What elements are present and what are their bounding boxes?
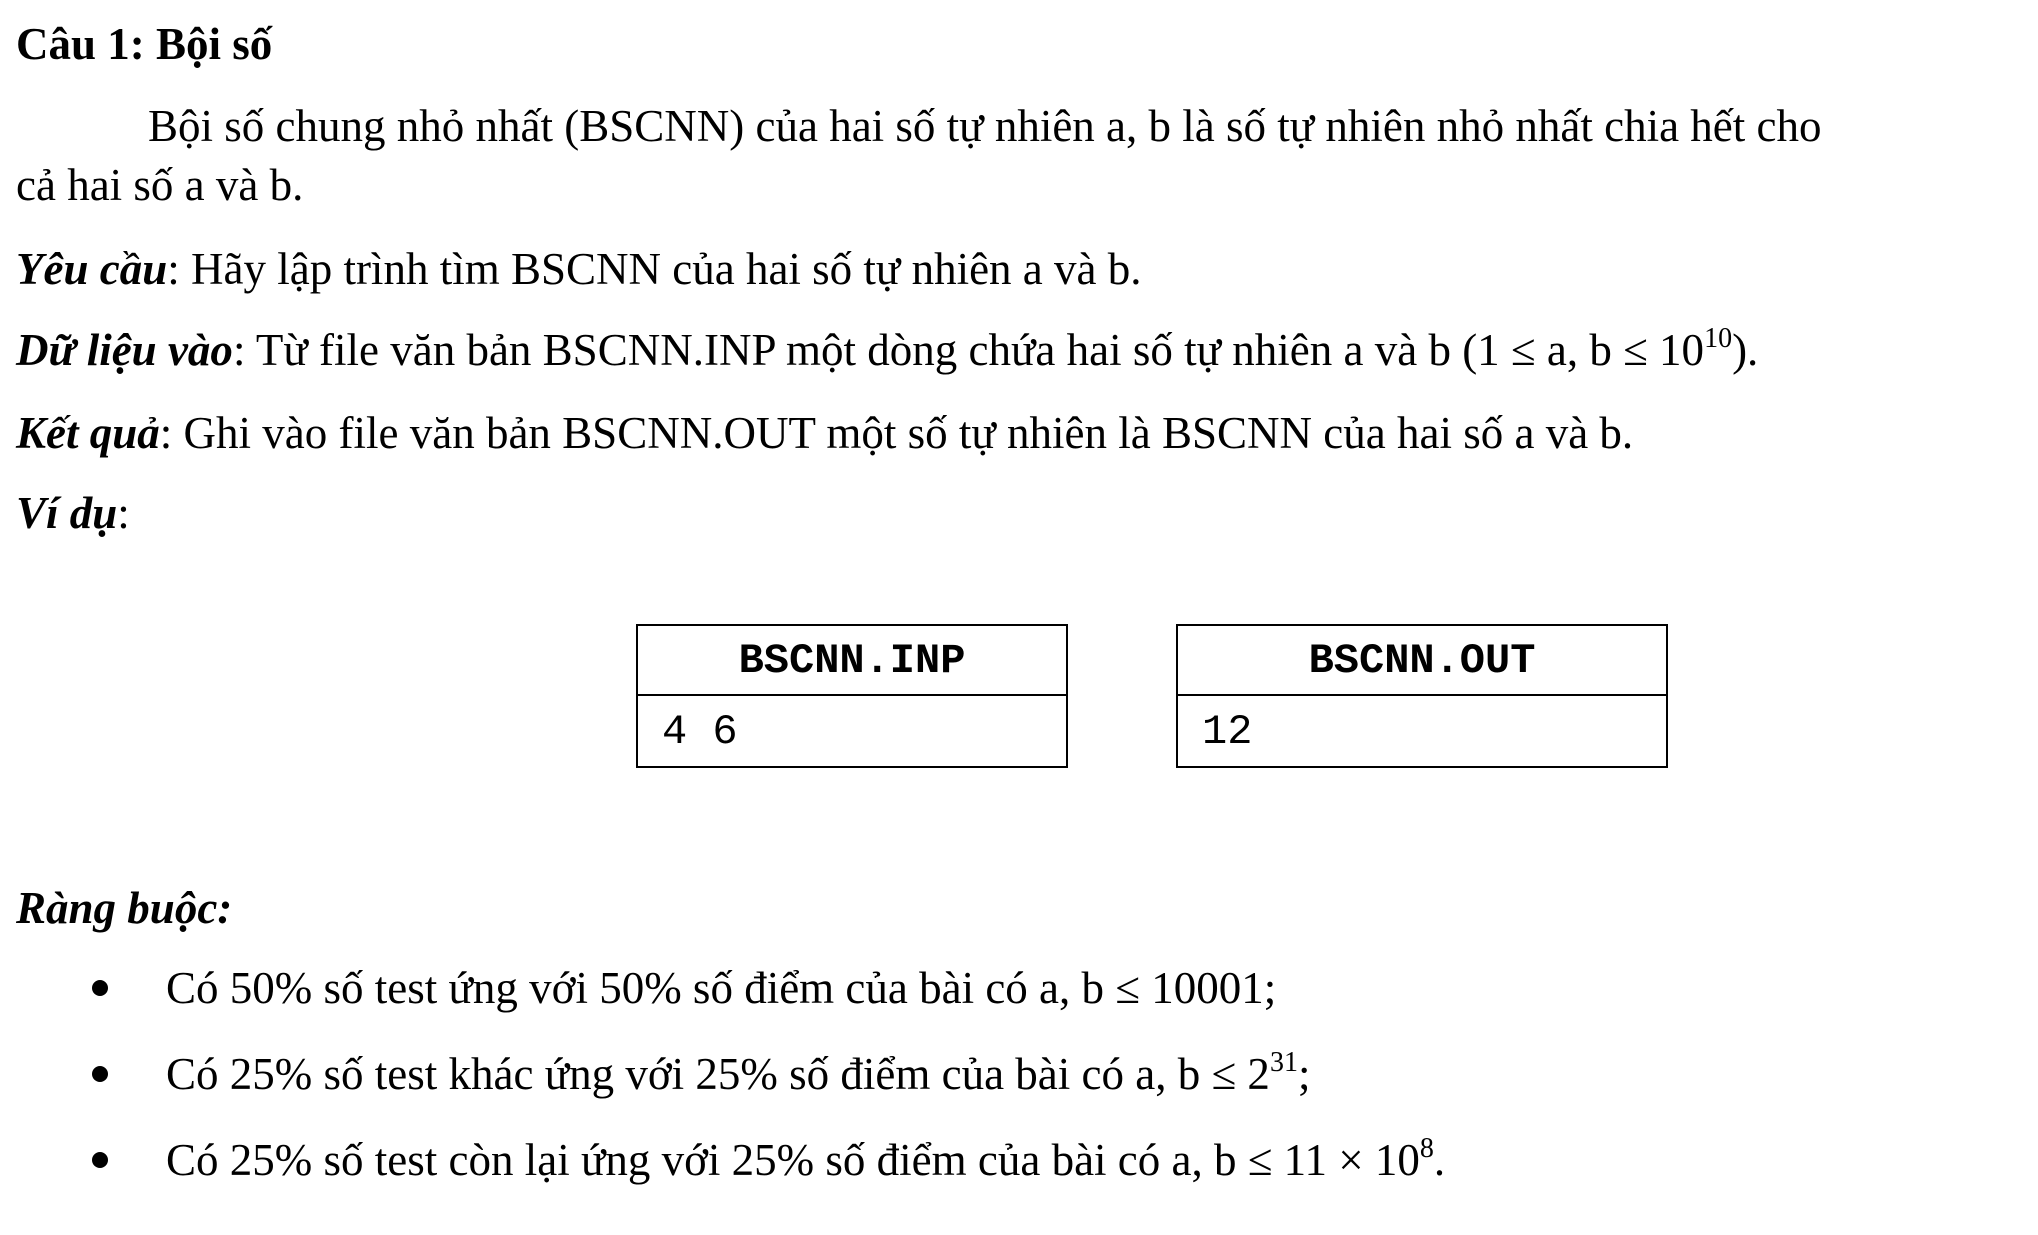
sample-output-table	[1176, 624, 1668, 768]
input-spec-line	[16, 322, 1758, 385]
constraints-label: Ràng buộc:	[16, 883, 233, 933]
sample-input-header: BSCNN.INP	[638, 626, 1066, 696]
output-text: : Ghi vào file văn bản BSCNN.OUT một số tự nhiên là BSCNN của hai số a và b.	[159, 408, 1634, 458]
problem-title: Câu 1: Bội số	[16, 19, 273, 69]
input-text: : Từ file văn bản BSCNN.INP một dòng chứa hai số tự nhiên a và b (1 ≤ a, b ≤ 10	[232, 325, 1705, 375]
output-spec-line	[16, 405, 1633, 461]
constraint-text: Có 50% số test ứng với 50% số điểm của bài có a, b ≤ 10001;	[166, 963, 1277, 1013]
input-exponent: 10	[1704, 323, 1733, 354]
sample-output-value: 12	[1202, 708, 1253, 756]
bullet-icon	[92, 980, 108, 996]
constraint-text: Có 25% số test còn lại ứng với 25% số điểm của bài có a, $b \le 11 \times 10^8$.	[166, 1133, 1446, 1185]
bullet-icon	[92, 1066, 108, 1082]
example-colon: :	[117, 488, 130, 538]
input-tail: ).	[1732, 325, 1759, 375]
bullet-icon	[92, 1152, 108, 1168]
sample-output-header: BSCNN.OUT	[1178, 626, 1666, 696]
requirement-label: Yêu cầu	[16, 244, 168, 294]
input-label: Dữ liệu vào	[16, 325, 233, 375]
sample-input-table	[636, 624, 1068, 768]
intro-line-1: Bội số chung nhỏ nhất (BSCNN) của hai số tự nhiên a, b là số tự nhiên nhỏ nhất chia hết cho	[148, 101, 1822, 151]
output-label: Kết quả	[16, 408, 160, 458]
example-line	[16, 485, 130, 541]
sample-input-value: 4 6	[662, 708, 738, 756]
requirement-text: : Hãy lập trình tìm BSCNN của hai số tự nhiên a và b.	[167, 244, 1142, 294]
requirement-line	[16, 241, 1142, 297]
constraint-text: Có 25% số test khác ứng với 25% số điểm của bài có a, $b \le 2^{31}$;	[166, 1047, 1311, 1099]
example-label: Ví dụ	[16, 488, 118, 538]
intro-line-2: cả hai số a và b.	[16, 160, 304, 210]
